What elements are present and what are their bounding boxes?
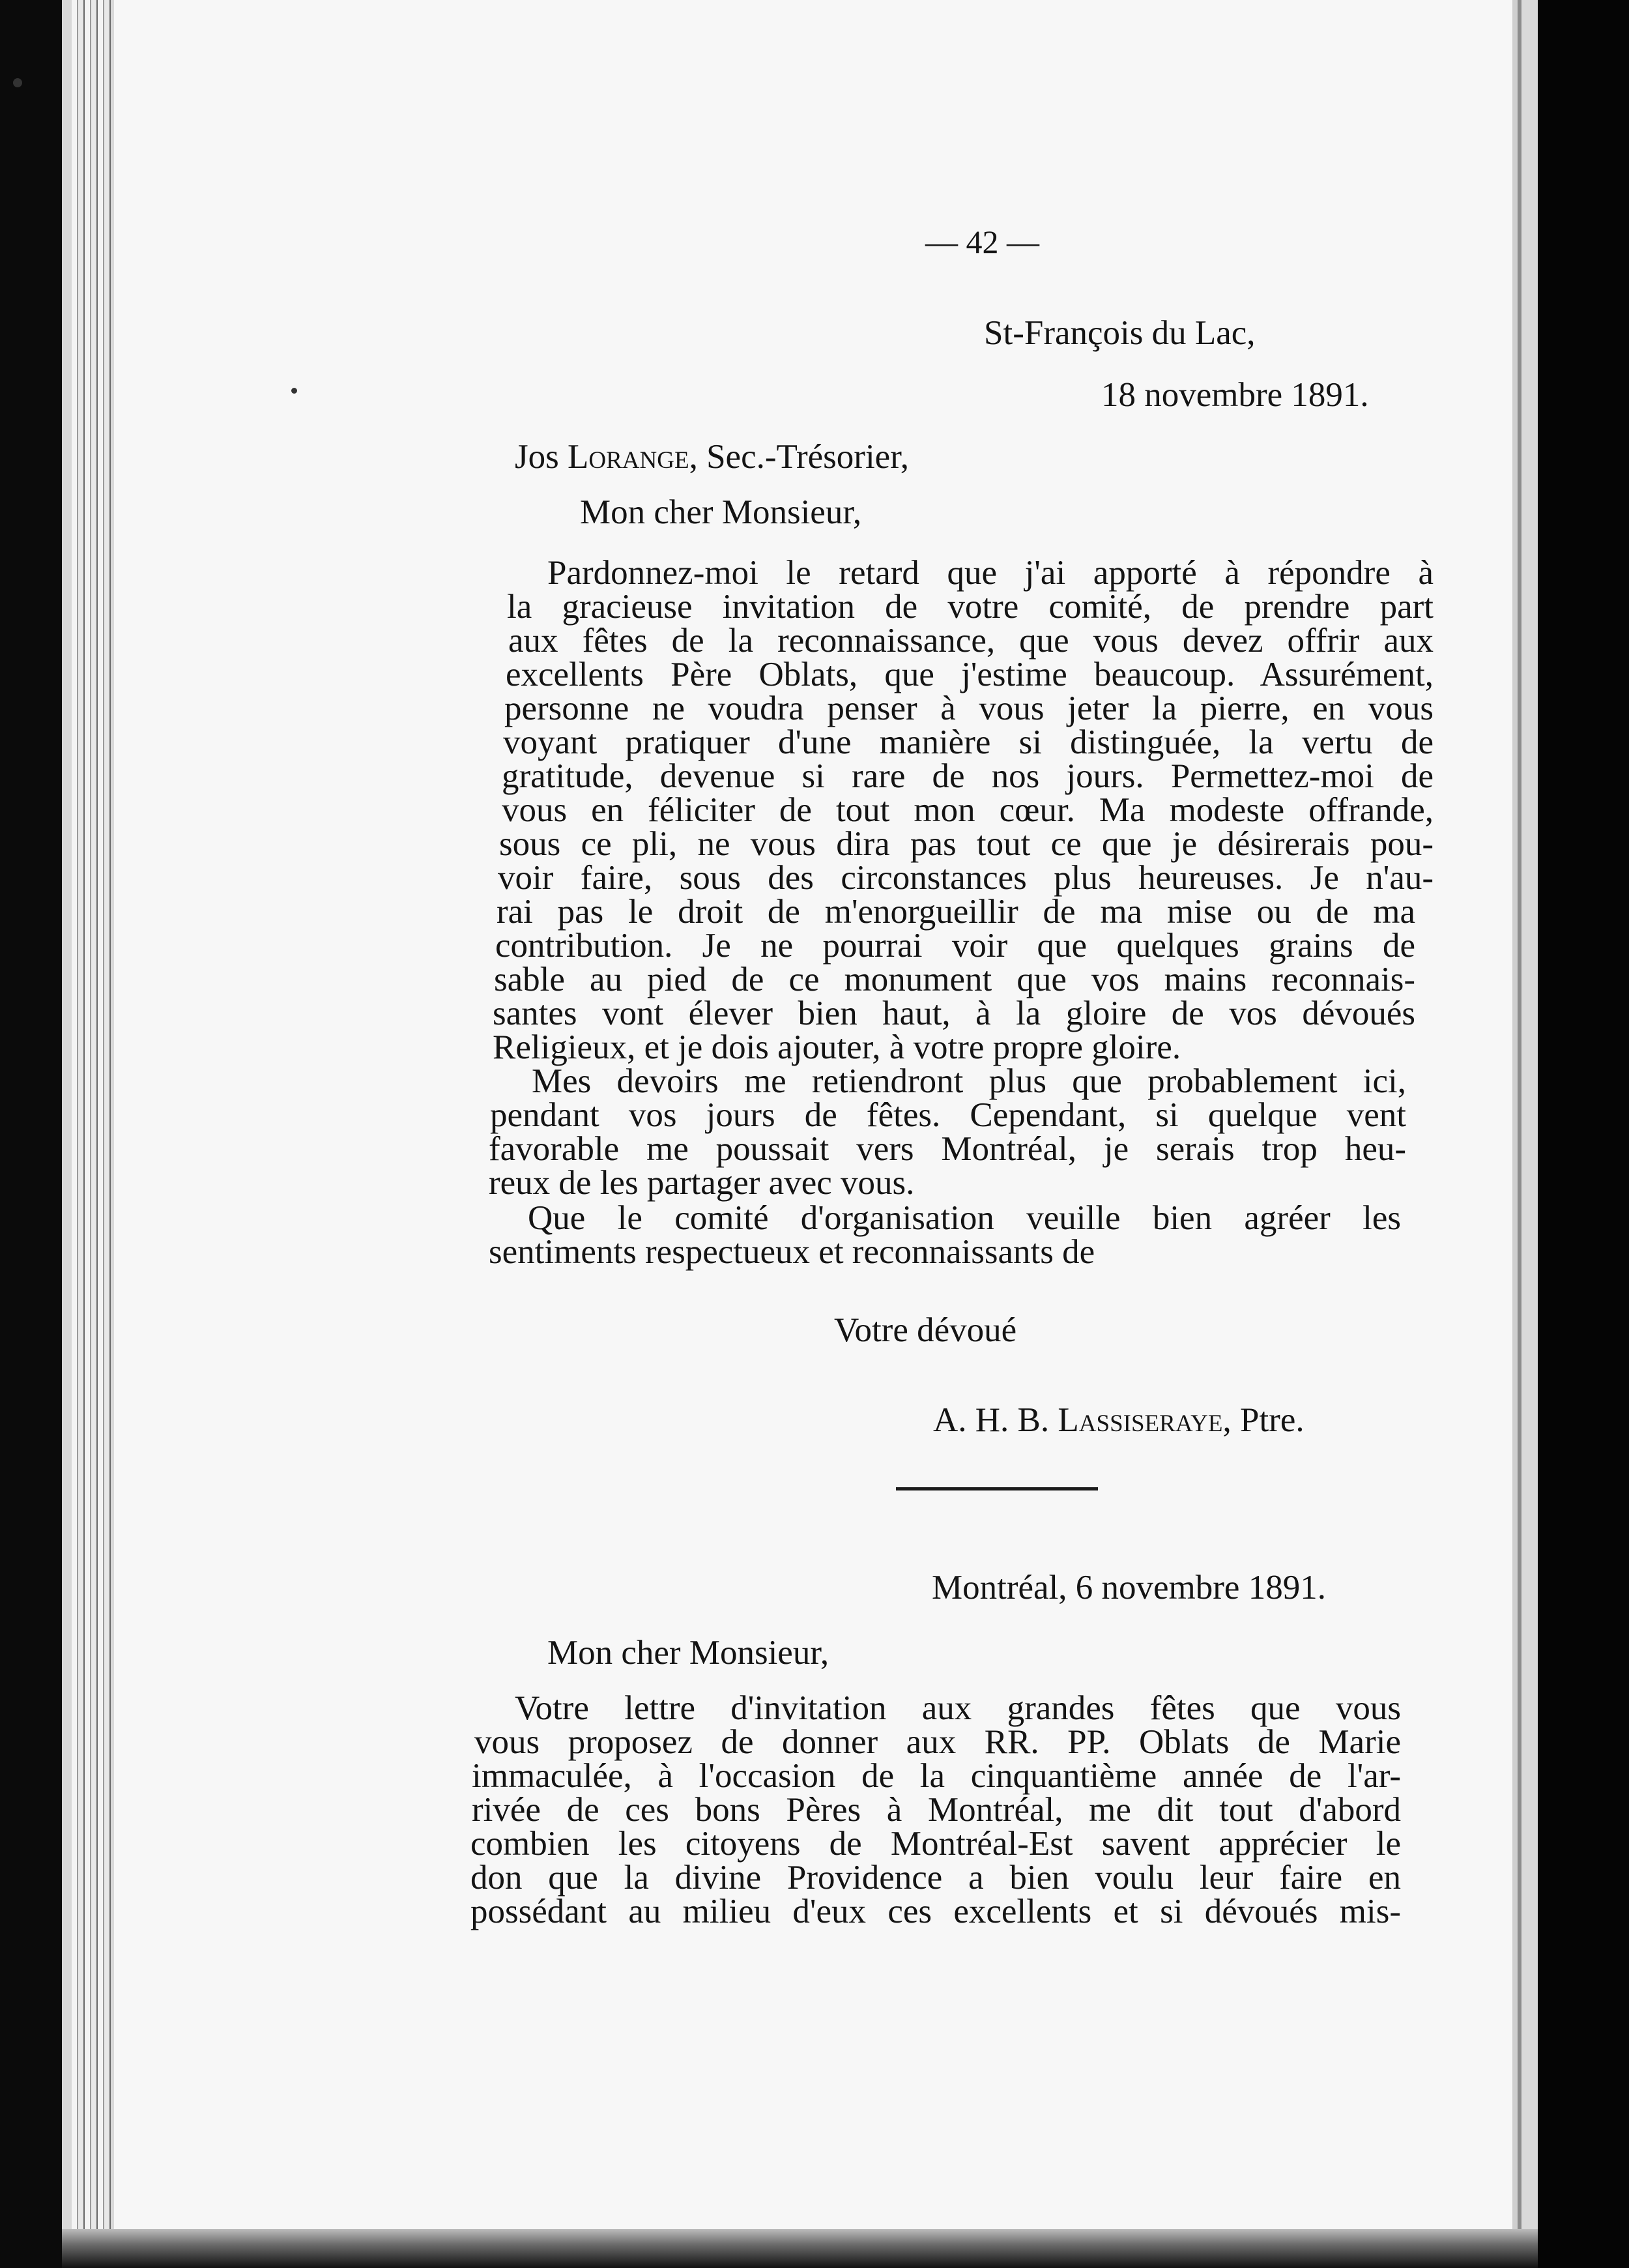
body-line: possédant au milieu d'eux ces excellents et si dévoués mis-: [470, 1893, 1401, 1930]
body-line: Que le comité d'organisation veuille bien agréer les: [528, 1199, 1401, 1237]
page-number: — 42 —: [925, 224, 1039, 260]
body-line: Votre lettre d'invitation aux grandes fêtes que vous: [515, 1689, 1401, 1727]
body-line: contribution. Je ne pourrai voir que quelques grains de: [495, 927, 1415, 965]
letter1-signature: [933, 1400, 1305, 1441]
body-line: combien les citoyens de Montréal-Est savent apprécier le: [470, 1825, 1401, 1863]
body-line: Mes devoirs me retiendront plus que probablement ici,: [532, 1062, 1406, 1100]
body-line: sentiments respectueux et reconnaissants de: [489, 1233, 1095, 1271]
body-line: immaculée, à l'occasion de la cinquantième année de l'ar-: [472, 1757, 1401, 1795]
body-line: reux de les partager avec vous.: [489, 1164, 915, 1202]
signature-suffix: , Ptre.: [1222, 1401, 1305, 1439]
body-line: favorable me poussait vers Montréal, je serais trop heu-: [489, 1130, 1406, 1168]
body-line: sable au pied de ce monument que vos mains reconnais-: [494, 961, 1415, 998]
letter2-salutation: Mon cher Monsieur,: [547, 1634, 829, 1672]
body-line: rivée de ces bons Pères à Montréal, me dit tout d'abord: [472, 1791, 1401, 1829]
letter2-place-date: Montréal, 6 novembre 1891.: [932, 1569, 1326, 1606]
separator-rule: [896, 1487, 1098, 1490]
body-line: voir faire, sous des circonstances plus heureuses. Je n'au-: [498, 859, 1434, 897]
body-line: la gracieuse invitation de votre comité, de prendre part: [507, 588, 1434, 626]
body-line: pendant vos jours de fêtes. Cependant, si quelque vent: [490, 1096, 1406, 1134]
body-line: santes vont élever bien haut, à la gloire de vos dévoués: [493, 995, 1415, 1032]
body-line: Pardonnez-moi le retard que j'ai apporté à répondre à: [547, 554, 1434, 592]
body-line: vous en féliciter de tout mon cœur. Ma modeste offrande,: [502, 791, 1434, 829]
letter1-closing: Votre dévoué: [834, 1311, 1017, 1349]
letter1-date: 18 novembre 1891.: [1101, 376, 1369, 414]
signature-initials: A. H. B.: [933, 1401, 1058, 1439]
recipient-prefix: Jos: [515, 438, 568, 476]
body-line: vous proposez de donner aux RR. PP. Oblats de Marie: [474, 1723, 1401, 1761]
body-line: rai pas le droit de m'enorgueillir de ma mise ou de ma: [497, 893, 1415, 931]
body-line: voyant pratiquer d'une manière si distinguée, la vertu de: [503, 723, 1434, 761]
body-line: sous ce pli, ne vous dira pas tout ce que je désirerais pou-: [499, 825, 1434, 863]
recipient-title: , Sec.-Trésorier,: [689, 438, 909, 476]
body-line: don que la divine Providence a bien voulu leur faire en: [470, 1859, 1401, 1897]
body-line: personne ne voudra penser à vous jeter la pierre, en vous: [504, 690, 1434, 727]
letter1-place: St-François du Lac,: [984, 314, 1256, 352]
body-line: excellents Père Oblats, que j'estime beaucoup. Assurément,: [506, 656, 1434, 693]
body-line: aux fêtes de la reconnaissance, que vous devez offrir aux: [508, 622, 1434, 660]
recipient-name: Lorange: [568, 438, 689, 476]
letter1-salutation: Mon cher Monsieur,: [580, 493, 862, 531]
body-line: gratitude, devenue si rare de nos jours. Permettez-moi de: [502, 757, 1434, 795]
signature-name: Lassiseraye: [1058, 1401, 1223, 1439]
letter1-recipient: [515, 437, 909, 478]
body-line: Religieux, et je dois ajouter, à votre propre gloire.: [493, 1028, 1181, 1066]
